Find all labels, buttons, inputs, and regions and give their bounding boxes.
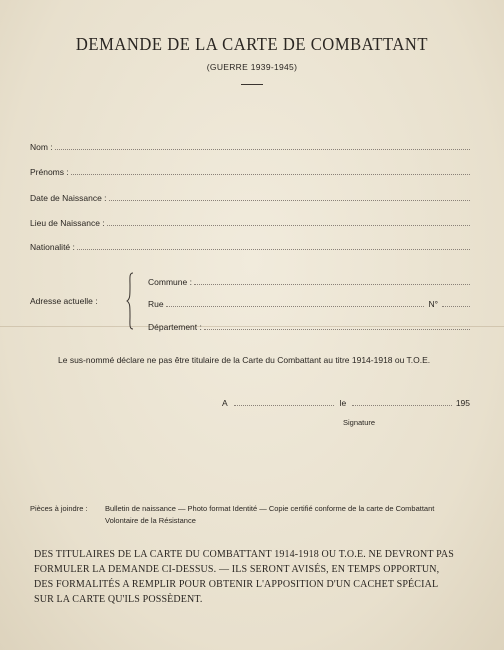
field-departement[interactable] [148,318,470,332]
notice-line: DES FORMALITÉS A REMPLIR POUR OBTENIR L'APPOSITION D'UN CACHET SPÉCIAL [34,579,439,590]
field-label: Date de Naissance : [30,193,107,203]
field-label: Prénoms : [30,167,69,177]
place-date-line[interactable] [222,394,470,408]
year-label: 195 [455,398,470,408]
field-prenoms[interactable] [30,163,470,177]
field-lieu-naissance[interactable] [30,214,470,228]
notice-line: SUR LA CARTE QU'ILS POSSÈDENT. [34,594,203,605]
notice-block [34,547,484,607]
field-label: Nom : [30,142,53,152]
pieces-label: Pièces à joindre : [30,504,88,513]
date-label: le [339,398,347,408]
declaration-text: Le sus-nommé déclare ne pas être titulaire de la Carte du Combattant au titre 1914-1918 ou T.O.E. [58,355,431,365]
field-label: Commune : [148,277,192,287]
decorative-rule [241,84,263,85]
dotted-line [352,404,452,406]
dotted-line [194,283,470,285]
pieces-line-2: Volontaire de la Résistance [105,516,196,525]
dotted-line [442,305,470,307]
field-date-naissance[interactable] [30,189,470,203]
numero-label: N° [428,299,438,309]
dotted-line [166,305,425,307]
form-subtitle: (GUERRE 1939-1945) [206,62,298,72]
dotted-line [71,173,470,175]
field-commune[interactable] [148,273,470,287]
field-label: Lieu de Naissance : [30,218,105,228]
dotted-line [204,328,470,330]
pieces-a-joindre [30,503,490,527]
curly-brace-icon [126,272,134,330]
field-rue[interactable] [148,295,470,309]
pieces-line-1: Bulletin de naissance — Photo format Identité — Copie certifié conforme de la carte de Combattant [105,504,435,513]
dotted-line [234,404,334,406]
address-label: Adresse actuelle : [30,296,98,306]
dotted-line [109,199,470,201]
field-label: Rue [148,299,164,309]
place-label: A [222,398,228,408]
dotted-line [55,148,470,150]
dotted-line [77,248,470,250]
signature-label: Signature [343,418,376,427]
field-nationalite[interactable] [30,238,470,252]
field-nom[interactable] [30,138,470,152]
field-label: Nationalité : [30,242,75,252]
form-title: DEMANDE DE LA CARTE DE COMBATTANT [75,34,429,54]
field-label: Département : [148,322,202,332]
dotted-line [107,224,470,226]
notice-line: DES TITULAIRES DE LA CARTE DU COMBATTANT 1914-1918 OU T.O.E. NE DEVRONT PAS [34,549,454,560]
notice-line: FORMULER LA DEMANDE CI-DESSUS. — ILS SERONT AVISÉS, EN TEMPS OPPORTUN, [34,564,440,575]
